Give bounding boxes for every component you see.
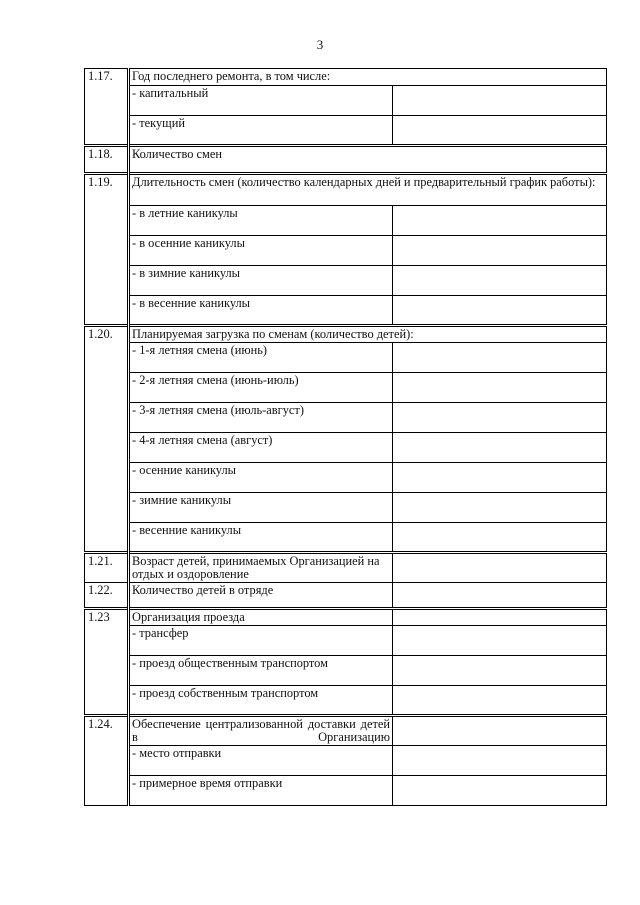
page-number: 3: [316, 37, 324, 52]
table-row: [85, 326, 607, 343]
form-table: [84, 68, 607, 806]
item-label: - место отправки: [129, 746, 393, 776]
value-cell[interactable]: [393, 609, 607, 626]
table-row: [85, 523, 607, 553]
row-title: Количество детей в отряде: [129, 583, 393, 609]
value-cell[interactable]: [393, 553, 607, 583]
table-row: [85, 69, 607, 86]
item-label: - 1-я летняя смена (июнь): [129, 343, 393, 373]
row-number: 1.22.: [85, 583, 129, 609]
row-number: 1.18.: [85, 146, 129, 174]
item-label: - проезд собственным транспортом: [129, 686, 393, 716]
row-title: Длительность смен (количество календарных дней и предварительный график работы):: [129, 174, 607, 206]
value-cell[interactable]: [393, 463, 607, 493]
table-row: [85, 493, 607, 523]
value-cell[interactable]: [393, 776, 607, 806]
table-row: [85, 146, 607, 174]
item-label: - текущий: [129, 116, 393, 146]
table-row: [85, 609, 607, 626]
table-row: [85, 686, 607, 716]
item-label: - в зимние каникулы: [129, 266, 393, 296]
value-cell[interactable]: [393, 236, 607, 266]
item-label: - в осенние каникулы: [129, 236, 393, 266]
value-cell[interactable]: [393, 656, 607, 686]
value-cell[interactable]: [393, 583, 607, 609]
table-row: [85, 116, 607, 146]
value-cell[interactable]: [393, 86, 607, 116]
table-row: [85, 403, 607, 433]
table-row: [85, 583, 607, 609]
row-number: 1.23: [85, 609, 129, 716]
row-number: 1.17.: [85, 69, 129, 146]
value-cell[interactable]: [393, 746, 607, 776]
row-number: 1.19.: [85, 174, 129, 326]
table-row: [85, 716, 607, 746]
row-title: Количество смен: [129, 146, 607, 174]
item-label: - в весенние каникулы: [129, 296, 393, 326]
item-label: - 2-я летняя смена (июнь-июль): [129, 373, 393, 403]
row-number: 1.21.: [85, 553, 129, 583]
table-row: [85, 433, 607, 463]
item-label: - проезд общественным транспортом: [129, 656, 393, 686]
table-row: [85, 373, 607, 403]
table-row: [85, 343, 607, 373]
table-row: [85, 236, 607, 266]
row-title: Возраст детей, принимаемых Организацией на отдых и оздоровление: [129, 553, 393, 583]
item-label: - 4-я летняя смена (август): [129, 433, 393, 463]
value-cell[interactable]: [393, 493, 607, 523]
table-row: [85, 206, 607, 236]
table-row: [85, 656, 607, 686]
value-cell[interactable]: [393, 343, 607, 373]
row-title: Планируемая загрузка по сменам (количество детей):: [129, 326, 607, 343]
value-cell[interactable]: [393, 626, 607, 656]
row-number: 1.24.: [85, 716, 129, 806]
value-cell[interactable]: [393, 433, 607, 463]
value-cell[interactable]: [393, 403, 607, 433]
table-row: [85, 776, 607, 806]
value-cell[interactable]: [393, 296, 607, 326]
row-number: 1.20.: [85, 326, 129, 553]
value-cell[interactable]: [393, 523, 607, 553]
item-label: - зимние каникулы: [129, 493, 393, 523]
value-cell[interactable]: [393, 686, 607, 716]
table-row: [85, 86, 607, 116]
table-row: [85, 626, 607, 656]
table-row: [85, 174, 607, 206]
row-title: Год последнего ремонта, в том числе:: [129, 69, 607, 86]
value-cell[interactable]: [393, 716, 607, 746]
item-label: - в летние каникулы: [129, 206, 393, 236]
table-row: [85, 266, 607, 296]
table-row: [85, 553, 607, 583]
item-label: - трансфер: [129, 626, 393, 656]
row-title: Обеспечение централизованной доставки детей в Организацию: [129, 716, 393, 746]
value-cell[interactable]: [393, 373, 607, 403]
table-row: [85, 463, 607, 493]
value-cell[interactable]: [393, 116, 607, 146]
item-label: - примерное время отправки: [129, 776, 393, 806]
value-cell[interactable]: [393, 266, 607, 296]
item-label: - капитальный: [129, 86, 393, 116]
item-label: - 3-я летняя смена (июль-август): [129, 403, 393, 433]
value-cell[interactable]: [393, 206, 607, 236]
table-row: [85, 296, 607, 326]
row-title: Организация проезда: [129, 609, 393, 626]
item-label: - осенние каникулы: [129, 463, 393, 493]
item-label: - весенние каникулы: [129, 523, 393, 553]
table-row: [85, 746, 607, 776]
